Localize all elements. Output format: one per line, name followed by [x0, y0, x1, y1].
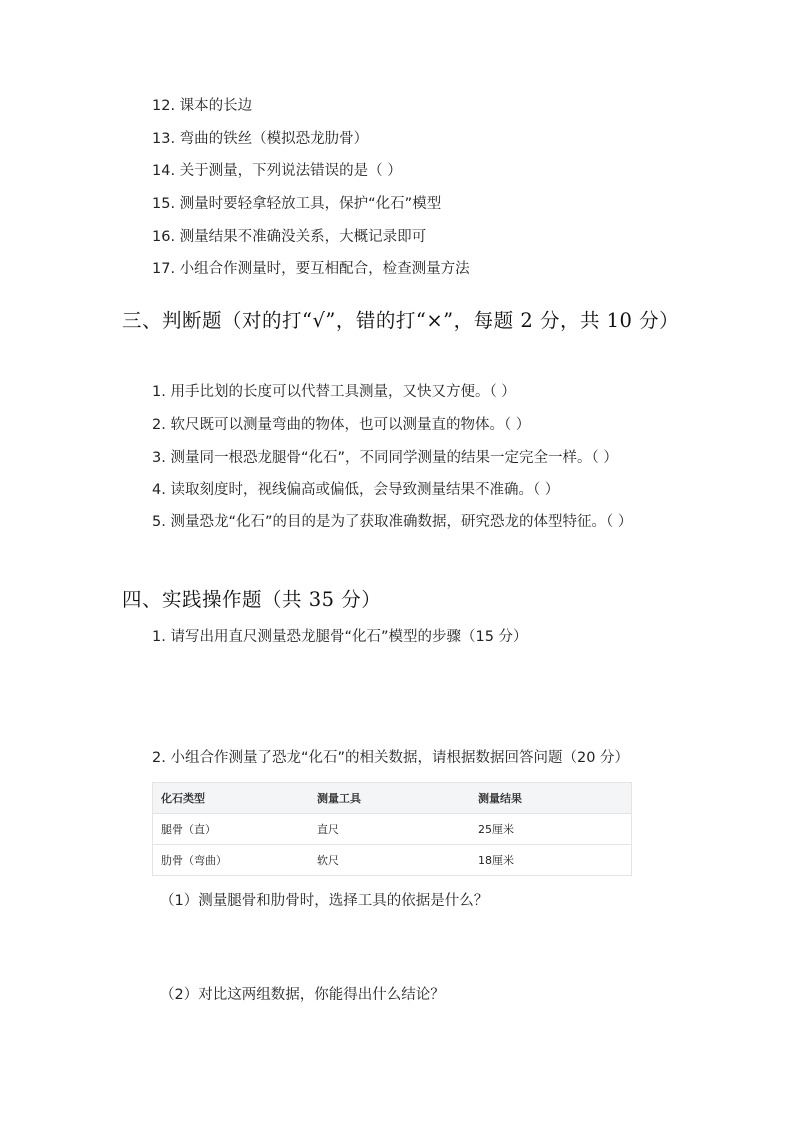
table-cell: 直尺 [309, 814, 470, 845]
practice-question-1: 1. 请写出用直尺测量恐龙腿骨“化石”模型的步骤（15 分） [152, 629, 528, 645]
table-cell: 18厘米 [470, 845, 632, 876]
question-17: 17. 小组合作测量时，要互相配合，检查测量方法 [152, 261, 470, 277]
question-12: 12. 课本的长边 [152, 98, 253, 114]
practice-question-2: 2. 小组合作测量了恐龙“化石”的相关数据，请根据数据回答问题（20 分） [152, 750, 630, 766]
table-cell: 软尺 [309, 845, 470, 876]
table-cell: 25厘米 [470, 814, 632, 845]
table-cell: 腿骨（直） [153, 814, 310, 845]
question-14: 14. 关于测量，下列说法错误的是（ ） [152, 163, 402, 179]
judge-question-2: 2. 软尺既可以测量弯曲的物体，也可以测量直的物体。（ ） [152, 417, 531, 433]
section-3-heading: 三、判断题（对的打“√”，错的打“×”，每题 2 分，共 10 分） [122, 309, 680, 332]
judge-question-3: 3. 测量同一根恐龙腿骨“化石”，不同同学测量的结果一定完全一样。（ ） [152, 450, 618, 466]
sub-question-2: （2）对比这两组数据，你能得出什么结论？ [160, 987, 445, 1003]
section-4-heading: 四、实践操作题（共 35 分） [122, 588, 382, 611]
judge-question-1: 1. 用手比划的长度可以代替工具测量，又快又方便。（ ） [152, 384, 516, 400]
fossil-data-table [152, 782, 632, 876]
question-15: 15. 测量时要轻拿轻放工具，保护“化石”模型 [152, 196, 442, 212]
table-row [153, 845, 632, 876]
question-16: 16. 测量结果不准确没关系，大概记录即可 [152, 229, 427, 245]
judge-question-4: 4. 读取刻度时，视线偏高或偏低，会导致测量结果不准确。（ ） [152, 482, 560, 498]
table-header-cell: 测量结果 [470, 783, 632, 814]
table-header-cell: 测量工具 [309, 783, 470, 814]
judge-question-5: 5. 测量恐龙“化石”的目的是为了获取准确数据，研究恐龙的体型特征。（ ） [152, 514, 633, 530]
question-13: 13. 弯曲的铁丝（模拟恐龙肋骨） [152, 131, 369, 147]
table-header-row [153, 783, 632, 814]
table-header-cell: 化石类型 [153, 783, 310, 814]
table-row [153, 814, 632, 845]
table-cell: 肋骨（弯曲） [153, 845, 310, 876]
sub-question-1: （1）测量腿骨和肋骨时，选择工具的依据是什么？ [160, 893, 489, 909]
